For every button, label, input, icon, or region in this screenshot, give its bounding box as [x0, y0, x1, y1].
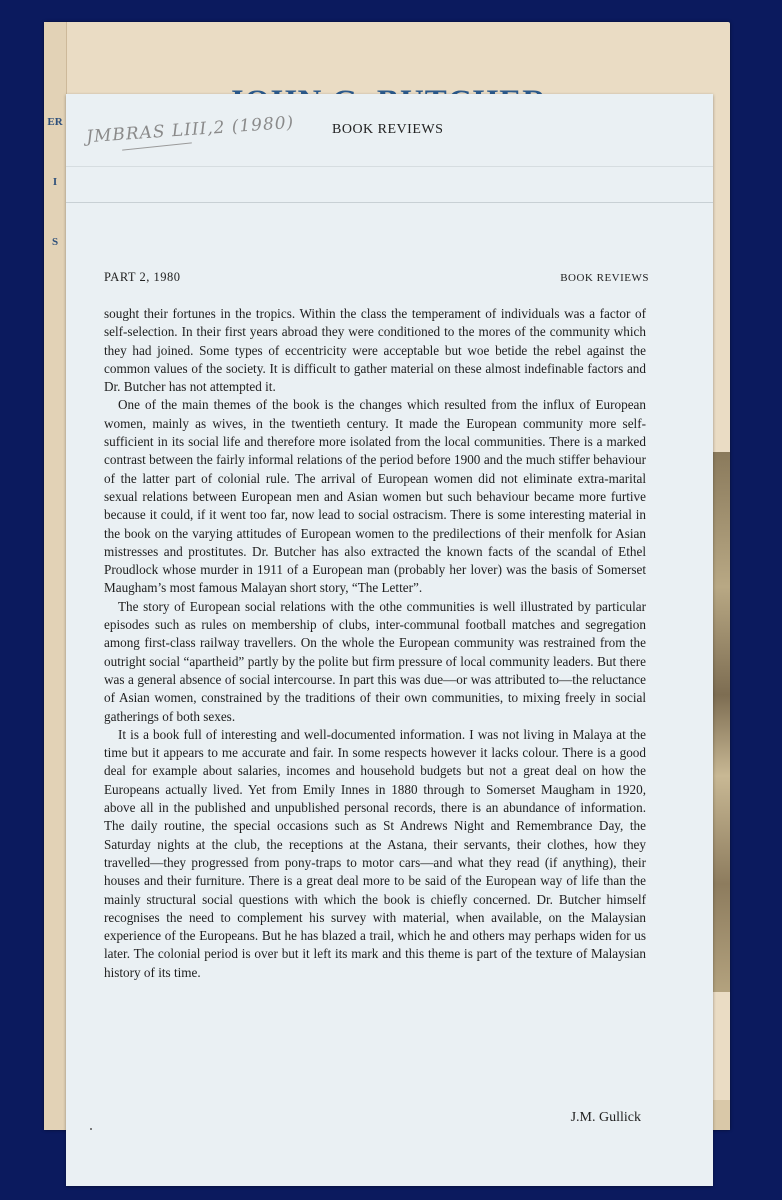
- jacket-spine: [44, 22, 67, 1130]
- running-head-right: BOOK REVIEWS: [560, 272, 649, 284]
- spine-letter: ER: [47, 116, 63, 128]
- top-heading: BOOK REVIEWS: [332, 122, 444, 137]
- review-clipping: [66, 94, 713, 1186]
- paper-speck: [90, 1128, 92, 1130]
- reviewer-signature: J.M. Gullick: [570, 1110, 641, 1125]
- review-body: [104, 305, 646, 982]
- review-paragraph: sought their fortunes in the tropics. Within the class the temperament of individuals was a factor of self-selection. In their first years abroad they were conditioned to the mores of the community which they had joined. Some types of eccentricity were acceptable but woe betide the rebel against the common values of the society. It is difficult to gather material on these almost indefinable factors and Dr. Butcher has not attempted it.: [104, 306, 646, 395]
- running-head-left: PART 2, 1980: [104, 270, 181, 284]
- handwritten-citation: JMBRAS LIII,2 (1980): [85, 112, 295, 148]
- review-paragraph: The story of European social relations with the othe communities is well illustrated by particular episodes such as rules on membership of clubs, inter-communal football matches and segregation among first-class railway travellers. On the whole the European community was restrained from the outright social “apartheid” partly by the polite but firm pressure of local community leaders. But there was a general absence of social intercourse. In part this was due—or was attributed to—the reluctance of Asian women, constrained by the traditions of their own communities, to mixing freely in social gatherings of both sexes.: [104, 598, 646, 724]
- spine-letter: S: [51, 236, 59, 248]
- review-paragraph: One of the main themes of the book is the changes which resulted from the influx of European women, mainly as wives, in the twentieth century. It made the European community more self-sufficient in its social life and therefore more isolated from the local communities. There is a marked contrast between the fairly informal relations of the period before 1900 and the much stiffer behaviour of the latter part of colonial rule. The arrival of European women did not eliminate extra-marital sexual relations between European men and Asian women but such behaviour became more furtive because it could, if it went too far, now lead to social ostracism. There is some interesting material in the book on the varying attitudes of European women to the predilections of their menfolk for Asian mistresses and prostitutes. Dr. Butcher has also extracted the known facts of the scandal of Ethel Proudlock whose murder in 1911 of a European man (probably her lover) was the basis of Somerset Maugham’s most famous Malayan short story, “The Letter”.: [104, 397, 646, 596]
- paper-fold-line: [66, 166, 713, 167]
- paper-fold-line: [66, 202, 713, 203]
- review-paragraph: It is a book full of interesting and well-documented information. I was not living in Malaya at the time but it appears to me accurate and fair. In some respects however it lacks colour. There is a good deal for example about salaries, incomes and household budgets but not a great deal on how the Europeans actually lived. Yet from Emily Innes in 1880 through to Somerset Maugham in 1920, above all in the published and unpublished personal records, there is an abundance of information. The daily routine, the special occasions such as St Andrews Night and Remembrance Day, the Saturday nights at the club, the receptions at the Astana, their servants, their clothes, how they travelled—they progressed from pony-traps to motor cars—and what they read (if anything), their houses and their furniture. There is a great deal more to be said of the European way of life than the mainly structural social questions with which the book is chiefly concerned. Dr. Butcher himself recognises the need to complement his survey with material, when available, on the Malaysian experience of the Europeans. But he has blazed a trail, which he and others may perhaps widen for us later. The colonial period is over but it left its mark and this theme is part of the texture of Malaysian history of its time.: [104, 726, 646, 980]
- spine-letter: I: [52, 176, 58, 188]
